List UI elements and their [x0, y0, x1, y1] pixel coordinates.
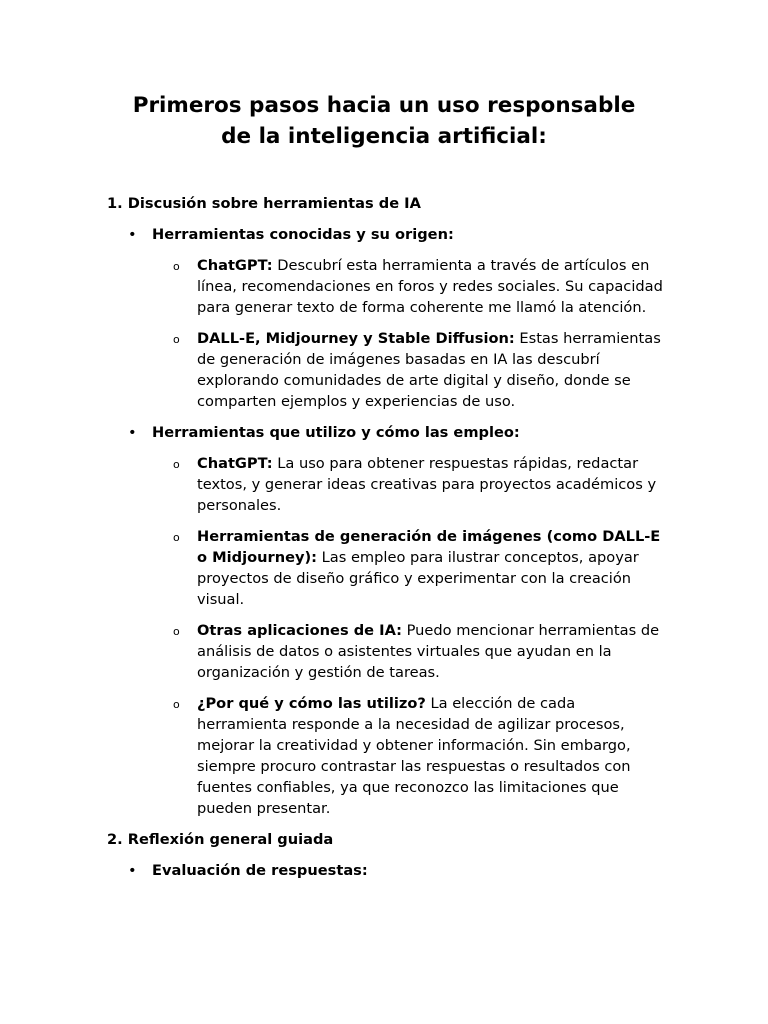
- item-description: Puedo mencionar herramientas de análisis de datos o asistentes virtuales que ayudan en la organización y gestión de tareas.: [197, 622, 660, 681]
- bullet-dot-icon: •: [128, 424, 137, 441]
- sub-bullet-item: [173, 620, 667, 683]
- sub-bullet-item: [173, 255, 667, 318]
- item-term: Herramientas de generación de imágenes (como DALL-E o Midjourney):: [197, 528, 661, 566]
- item-term: ChatGPT:: [197, 257, 273, 274]
- bullet-label: Herramientas conocidas y su origen:: [152, 226, 454, 243]
- sub-bullet-circle-icon: o: [173, 698, 180, 711]
- sub-bullet-circle-icon: o: [173, 260, 180, 273]
- document-body: [107, 193, 667, 881]
- sub-bullet-item: [173, 453, 667, 516]
- item-term: ¿Por qué y cómo las utilizo?: [197, 695, 426, 712]
- document-title: [0, 90, 768, 152]
- item-term: Otras aplicaciones de IA:: [197, 622, 402, 639]
- title-line-1: Primeros pasos hacia un uso responsable: [132, 93, 636, 118]
- sub-bullet-circle-icon: o: [173, 458, 180, 471]
- bullet-label: Herramientas que utilizo y cómo las empleo:: [152, 424, 520, 441]
- item-description: Las empleo para ilustrar conceptos, apoyar proyectos de diseño gráfico y experimentar con la creación visual.: [197, 549, 639, 608]
- sub-bullet-item: [173, 328, 667, 412]
- item-description: La elección de cada herramienta responde a la necesidad de agilizar procesos, mejorar la creatividad y obtener información. Sin embargo, siempre procuro contrastar las respuestas o resultados con fuentes confiables, ya que reconozco las limitaciones que pueden presentar.: [197, 695, 631, 817]
- item-term: ChatGPT:: [197, 455, 273, 472]
- bullet-label: Evaluación de respuestas:: [152, 862, 368, 879]
- bullet-dot-icon: •: [128, 226, 137, 243]
- bullet-item-used-tools: [128, 422, 667, 443]
- item-description: Estas herramientas de generación de imágenes basadas en IA las descubrí explorando comunidades de arte digital y diseño, donde se comparten ejemplos y experiencias de uso.: [197, 330, 661, 410]
- item-description: La uso para obtener respuestas rápidas, redactar textos, y generar ideas creativas para proyectos académicos y personales.: [197, 455, 657, 514]
- item-term: DALL-E, Midjourney y Stable Diffusion:: [197, 330, 515, 347]
- section-heading-1: 1. Discusión sobre herramientas de IA: [107, 195, 421, 212]
- sub-bullet-item: [173, 526, 667, 610]
- sub-bullet-circle-icon: o: [173, 625, 180, 638]
- item-description: Descubrí esta herramienta a través de artículos en línea, recomendaciones en foros y redes sociales. Su capacidad para generar texto de forma coherente me llamó la atención.: [197, 257, 663, 316]
- sub-bullet-circle-icon: o: [173, 333, 180, 346]
- title-line-2: de la inteligencia artificial:: [221, 124, 547, 149]
- sub-bullet-item: [173, 693, 667, 819]
- bullet-item-evaluation: [128, 860, 667, 881]
- sub-bullet-circle-icon: o: [173, 531, 180, 544]
- bullet-dot-icon: •: [128, 862, 137, 879]
- section-heading-2: 2. Reflexión general guiada: [107, 831, 334, 848]
- bullet-item-known-tools: [128, 224, 667, 245]
